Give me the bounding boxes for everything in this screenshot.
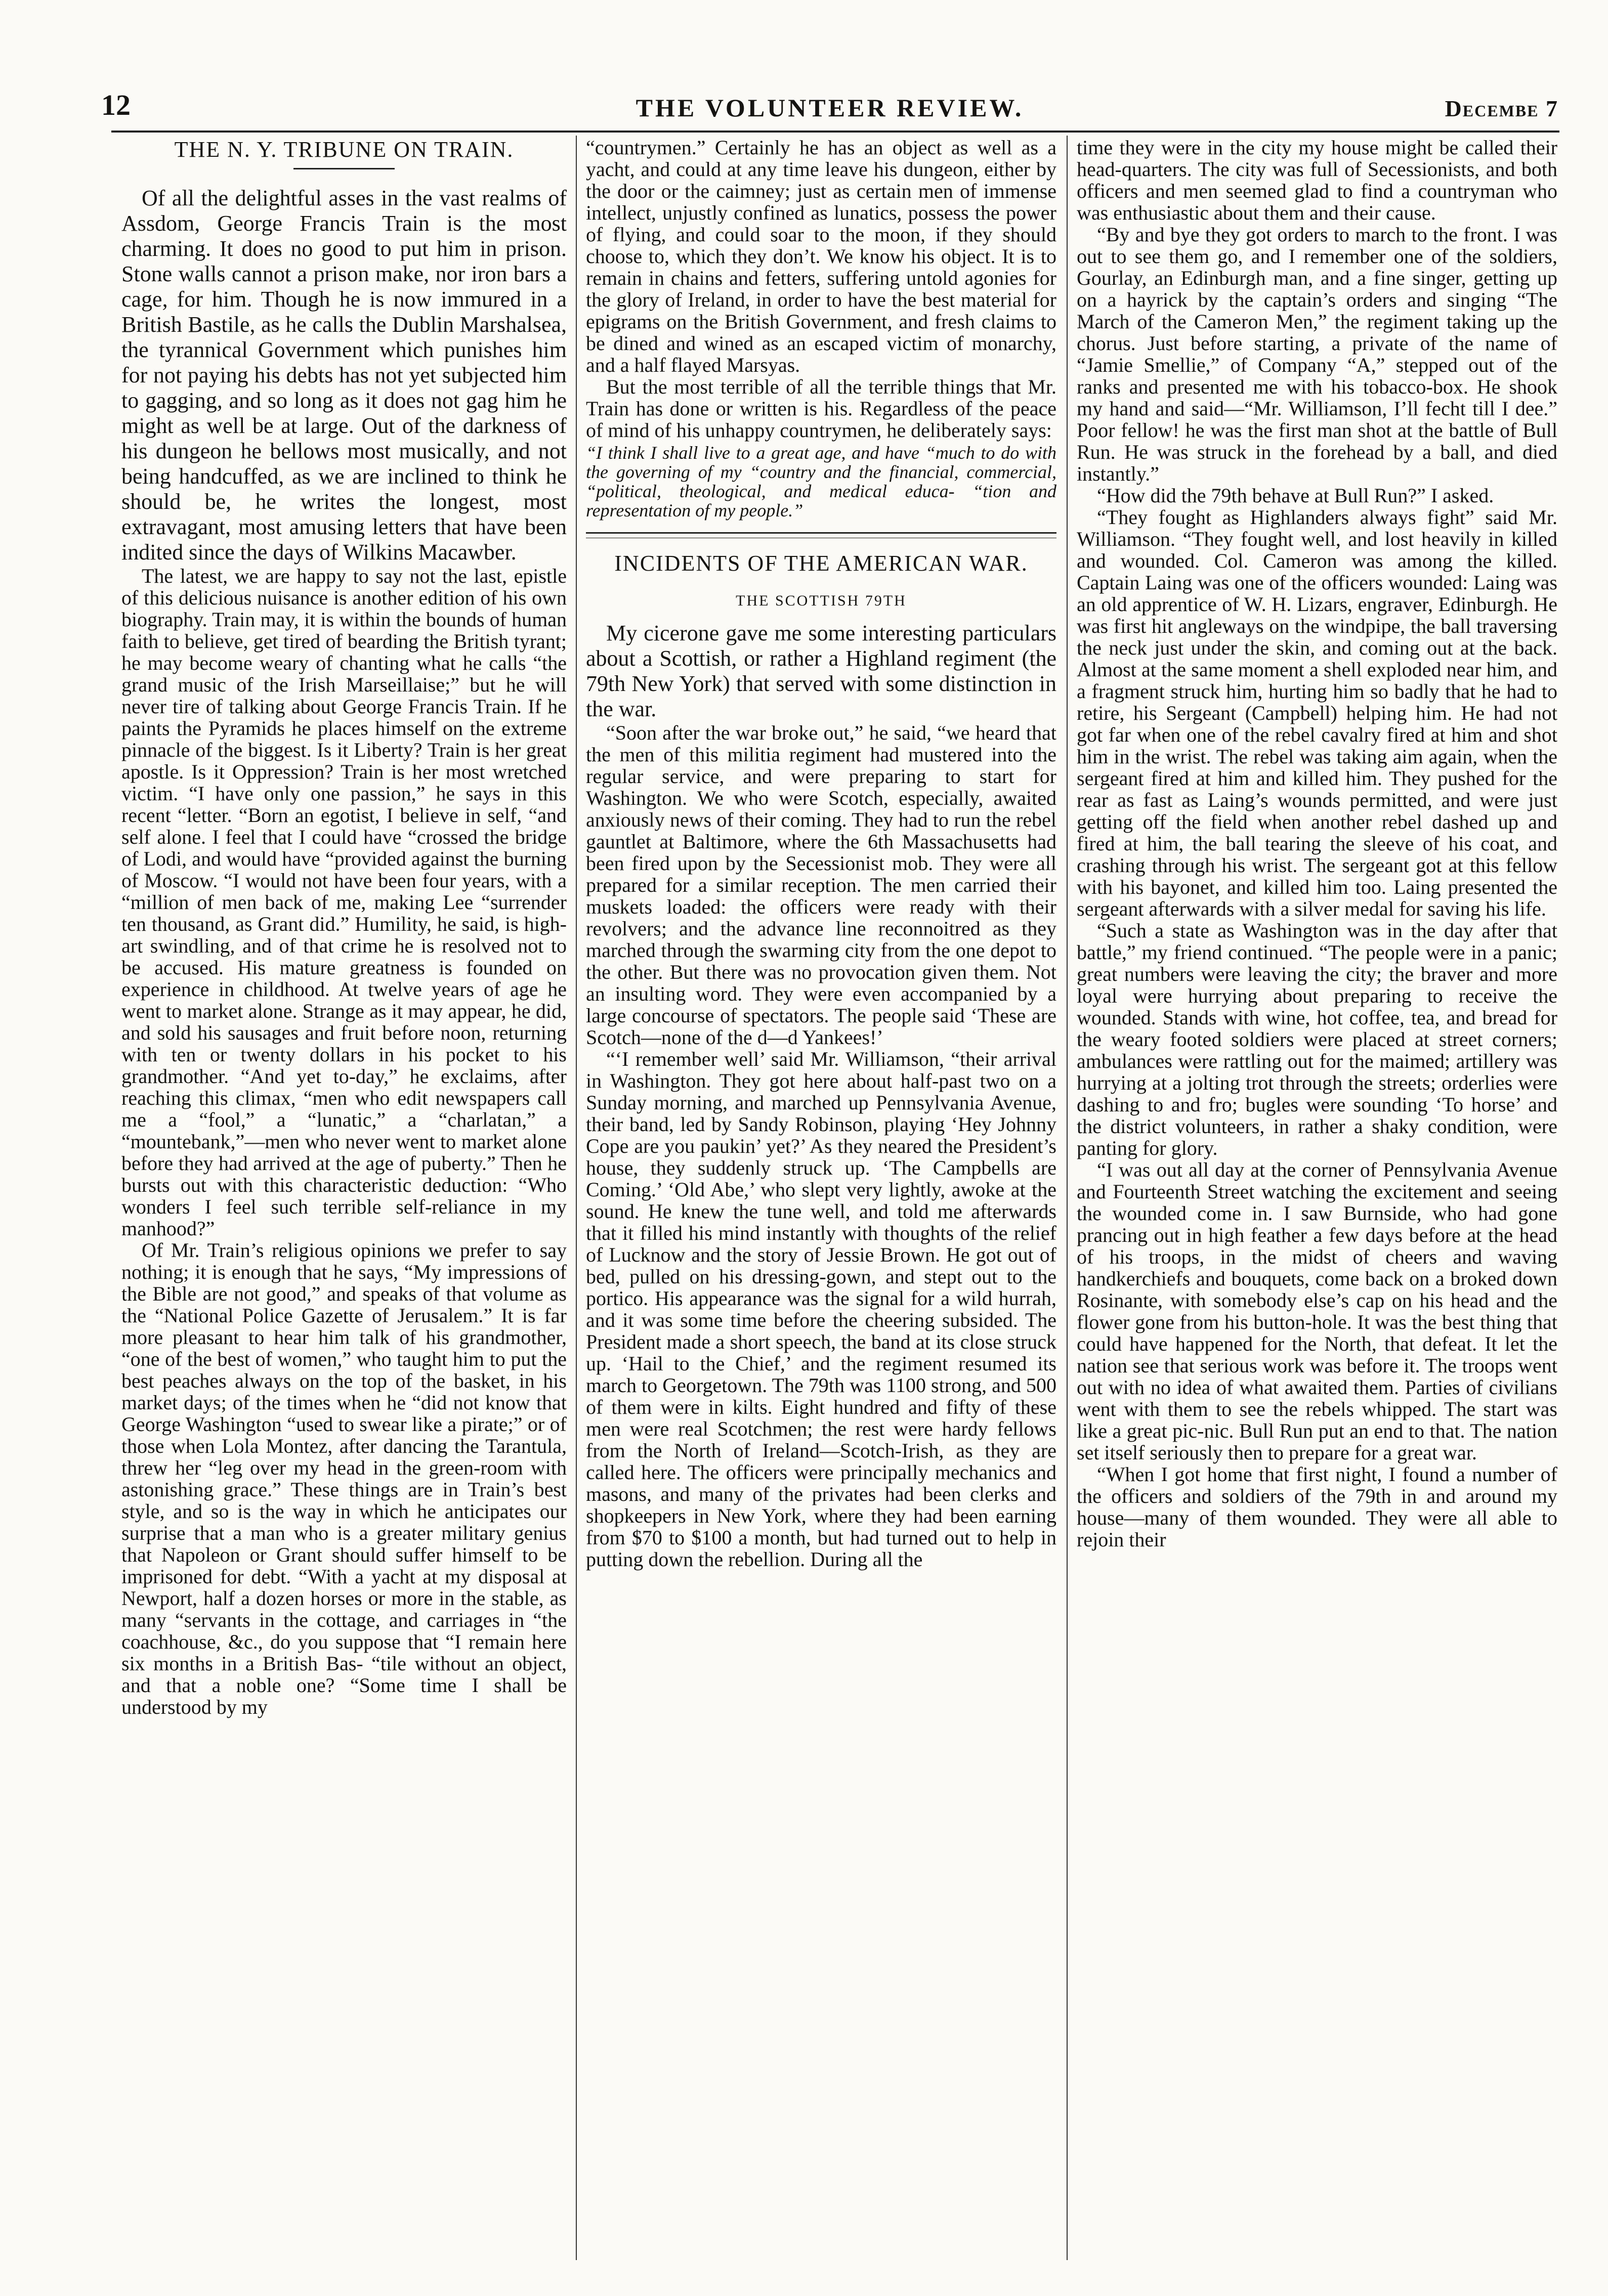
paragraph: “I was out all day at the corner of Pennsylvania Avenue and Fourteenth Street watching the excitement and seeing the wounded come in. I saw Burnside, who had gone prancing out in high feather a few days before at the head of his troops, in the midst of cheers and waving handkerchiefs and bouquets, come back on a broked down Rosinante, with somebody else’s cap on his head and the flower gone from his button-hole. It was the best thing that could have happened for the North, that defeat. It let the nation see that serious work was before it. The troops went out with no idea of what awaited them. Parties of civilians went with them to see the rebels whipped. The start was like a great pic-nic. Bull Run put an end to that. The nation set itself seriously then to prepare for a great war. xyxy=(1077,1158,1557,1464)
page-number: 12 xyxy=(101,89,131,121)
article-headline-war: INCIDENTS OF THE AMERICAN WAR. xyxy=(614,551,1028,576)
column-2 xyxy=(586,137,1056,2261)
quotation: “I think I shall live to a great age, and have “much to do with the governing of my “country and the financial, commercial, “political, theological, and medical educa- “tion and representation of my people.” xyxy=(586,443,1056,521)
paragraph: “‘I remember well’ said Mr. Williamson, “their arrival in Washington. They got here about half-past two on a Sunday morning, and marched up Pennsylvania Avenue, their band, led by Sandy Robinson, playing ‘Hey Johnny Cope are you paukin’ yet?’ As they neared the President’s house, they suddenly struck up. ‘The Campbells are Coming.’ ‘Old Abe,’ who slept very lightly, awoke at the sound. He knew the tune well, and told me afterwards that it filled his mind instantly with thoughts of the relief of Lucknow and the story of Jessie Brown. He got out of bed, pulled on his dressing-gown, and stept out to the portico. His appearance was the signal for a wild hurrah, and it was some time before the cheering subsided. The President made a short speech, the band at its close struck up. ‘Hail to the Chief,’ and the regiment resumed its march to Georgetown. The 79th was 1100 strong, and 500 of them were in kilts. Eight hundred and fifty of these men were real Scotchmen; the rest were hardy fellows from the North of Ireland—Scotch-Irish, as they are called here. The officers were principally mechanics and masons, and many of the privates had been clerks and shopkeepers in New York, where they had been earning from $70 to $100 a month, but had turned out to help in putting down the rebellion. During all the xyxy=(586,1048,1056,1571)
paragraph: “By and bye they got orders to march to the front. I was out to see them go, and I remember one of the soldiers, Gourlay, an Edinburgh man, and a fine singer, getting up on a hayrick by the captain’s orders and singing “The March of the Cameron Men,” the regiment taking up the chorus. Just before starting, a private of the name of “Jamie Smellie,” of Company “A,” stepped out of the ranks and presented me with his tobacco-box. He shook my hand and said—“Mr. Williamson, I’ll fecht till I dee.” Poor fellow! he was the first man shot at the battle of Bull Run. He was struck in the forehead by a ball, and died instantly.” xyxy=(1077,223,1557,485)
header-rule xyxy=(111,131,1559,133)
column-3 xyxy=(1077,137,1557,2261)
paragraph: My cicerone gave me some interesting particulars about a Scottish, or rather a Highland regiment (the 79th New York) that served with some distinction in the war. xyxy=(586,621,1056,721)
article-separator xyxy=(586,532,1056,534)
paragraph: But the most terrible of all the terrible things that Mr. Train has done or written is his. Regardless of the peace of mind of his unhappy countrymen, he deliberately says: xyxy=(586,375,1056,442)
column-divider-2 xyxy=(1067,136,1068,2260)
paragraph: The latest, we are happy to say not the last, epistle of this delicious nuisance is another edition of his own biography. Train may, it is within the bounds of human faith to believe, get tired of bearding the British tyrant; he may become weary of chanting what he calls “the grand music of the Irish Marseillaise;” but he will never tire of talking about George Francis Train. If he paints the Pyramids he places himself on the extreme pinnacle of the biggest. Is it Liberty? Train is her great apostle. Is it Oppression? Train is her most wretched victim. “I have only one passion,” he says in this recent “letter. “Born an egotist, I believe in self, “and self alone. I feel that I could have “crossed the bridge of Lodi, and would have “provided against the burning of Moscow. “I would not have been four years, with a “million of men back of me, making Lee “surrender ten thousand, as Grant did.” Humility, he said, is high-art swindling, and of that crime he is resolved not to be accused. His mature greatness is founded on experience in childhood. At twelve years of age he went to market alone. Strange as it may appear, he did, and sold his sausages and fruit before noon, returning with ten or twenty dollars in his pocket to his grandmother. “And yet to-day,” he exclaims, after reaching this climax, “men who edit newspapers call me a “fool,” a “lunatic,” a “charlatan,” a “mountebank,”—men who never went to market alone before they had arrived at the age of puberty.” Then he bursts out with this characteristic deduction: “Who wonders I feel such terrible self-reliance in my manhood?” xyxy=(121,565,567,1240)
issue-date: Decembe 7 xyxy=(1445,96,1558,121)
paragraph: “Such a state as Washington was in the day after that battle,” my friend continued. “The people were in a panic; great numbers were leaving the city; the braver and more loyal were hurrying about preparing to receive the wounded. Stands with wine, hot coffee, tea, and bread for the weary footed soldiers were placed at street corners; ambulances were rattling out for the maimed; artillery was hurrying at a jolting trot through the streets; orderlies were dashing to and fro; bugles were sounding ‘To horse’ and the district volunteers, in rather a shaky condition, were panting for glory. xyxy=(1077,919,1557,1159)
article-headline-train: THE N. Y. TRIBUNE ON TRAIN. xyxy=(174,137,514,162)
paragraph: Of all the delightful asses in the vast realms of Assdom, George Francis Train is the most charming. It does no good to put him in prison. Stone walls cannot a prison make, nor iron bars a cage, for him. Though he is now immured in a British Bastile, as he calls the Dublin Marshalsea, the tyrannical Government which punishes him for not paying his debts has not yet subjected him to gagging, and so long as it does not gag him he might as well be at large. Out of the darkness of his dungeon he bellows most musically, and not being handcuffed, as we are inclined to think he should be, he writes the longest, most extravagant, most amusing letters that have been indited since the days of Wilkins Macawber. xyxy=(121,186,567,565)
paragraph: “Soon after the war broke out,” he said, “we heard that the men of this militia regiment had mustered into the regular service, and were preparing to start for Washington. We who were Scotch, especially, awaited anxiously news of their coming. They had to run the rebel gauntlet at Baltimore, where the 6th Massachusetts had been fired upon by the Secessionist mob. They were all prepared for a similar reception. The men carried their muskets loaded: the officers were ready with their revolvers; and the advance line reconnoitred as they marched through the swarming city from the one depot to the other. But there was no provocation given them. Not an insulting word. They were even accompanied by a large concourse of spectators. The people said ‘These are Scotch—none of the d—d Yankees!’ xyxy=(586,721,1056,1049)
column-1 xyxy=(121,137,567,2261)
paragraph: “They fought as Highlanders always fight” said Mr. Williamson. “They fought well, and lost heavily in killed and wounded. Col. Cameron was among the killed. Captain Laing was one of the officers wounded: Laing was an old apprentice of W. H. Lizars, engraver, Edinburgh. He was first hit angleways on the windpipe, the ball traversing the neck just under the skin, and coming out at the back. Almost at the same moment a shell exploded near him, and a fragment struck him, hurting him so badly that he had to retire, his Sergeant (Campbell) helping him. He had not got far when one of the rebel cavalry fired at him and shot him in the wrist. The rebel was taking aim again, when the sergeant fired at him and killed him. They pushed for the rear as fast as Laing’s wounds permitted, and were just getting off the field when another rebel dashed up and fired at him, the ball tearing the sleeve of his coat, and crashing through his wrist. The sergeant got at this fellow with his bayonet, and killed him too. Laing presented the sergeant afterwards with a silver medal for saving his life. xyxy=(1077,506,1557,920)
column-divider-1 xyxy=(576,136,577,2260)
publication-title: THE VOLUNTEER REVIEW. xyxy=(636,94,1024,122)
paragraph: “countrymen.” Certainly he has an object as well as a yacht, and could at any time leave his dungeon, either by the door or the caimney; just as certain men of immense intellect, unjustly confined as lunatics, possess the power of flying, and could soar to the moon, if they should choose to, which they don’t. We know his object. It is to remain in chains and fetters, suffering untold agonies for the glory of Ireland, in order to have the best material for epigrams on the British Government, and fresh claims to be dined and wined as an escaped victim of monarchy, and a half flayed Marsyas. xyxy=(586,137,1056,376)
paragraph: “How did the 79th behave at Bull Run?” I asked. xyxy=(1097,484,1494,507)
headline-rule xyxy=(293,168,395,169)
paragraph: time they were in the city my house might be called their head-quarters. The city was full of Secessionists, and both officers and men seemed glad to find a countryman who was enthusiastic about them and their cause. xyxy=(1077,137,1557,224)
paragraph: Of Mr. Train’s religious opinions we prefer to say nothing; it is enough that he says, “My impressions of the Bible are not good,” and speaks of that volume as the “National Police Gazette of Jerusalem.” It is far more pleasant to hear him talk of his grandmother, “one of the best of women,” who taught him to put the best peaches always on the top of the basket, in his market days; of the times when he “did not know that George Washington “used to swear like a pirate;” or of those when Lola Montez, after dancing the Tarantula, threw her “leg over my head in the green-room with astonishing grace.” These things are in Train’s best style, and so is the way in which he anticipates our surprise that a man who is a greater military genius that Napoleon or Grant should suffer himself to be imprisoned for debt. “With a yacht at my disposal at Newport, half a dozen horses or more in the stable, as many “servants in the cottage, and carriages in “the coachhouse, &c., do you suppose that “I remain here six months in a British Bas- “tile without an object, and that a noble one? “Some time I shall be understood by my xyxy=(121,1239,567,1718)
paragraph: “When I got home that first night, I found a number of the officers and soldiers of the 79th in and around my house—many of them wounded. They were all able to rejoin their xyxy=(1077,1463,1557,1551)
article-subheading: THE SCOTTISH 79TH xyxy=(736,592,907,609)
page-header xyxy=(101,86,1558,126)
